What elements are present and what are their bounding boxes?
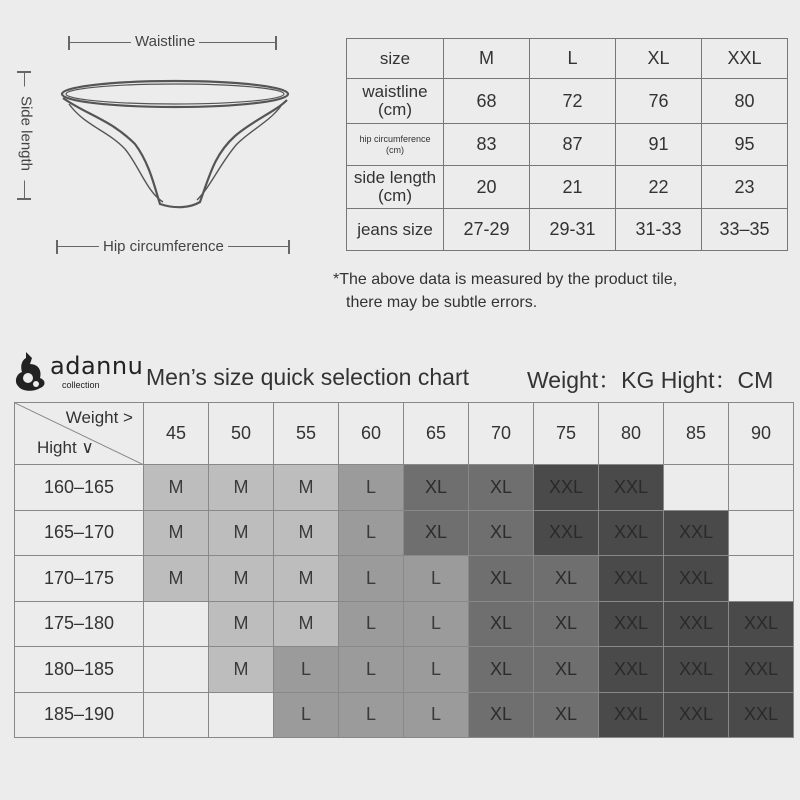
size-cell xyxy=(729,510,794,556)
row-label-text: hip circumference xyxy=(359,133,431,144)
table-cell: 22 xyxy=(616,166,702,209)
weight-header-cell: 80 xyxy=(599,403,664,465)
row-label xyxy=(347,124,444,166)
brand-logo xyxy=(12,348,144,394)
table-cell: 31-33 xyxy=(616,209,702,251)
row-label-unit: (cm) xyxy=(386,144,404,155)
row-label: jeans size xyxy=(347,209,444,251)
row-label-text: waistline xyxy=(362,82,428,101)
table-cell: 72 xyxy=(530,79,616,124)
height-range-cell: 170–175 xyxy=(15,556,144,602)
weight-axis-label: Weight > xyxy=(65,408,133,427)
size-cell: XXL xyxy=(534,465,599,511)
size-cell: L xyxy=(404,647,469,693)
table-cell: 20 xyxy=(444,166,530,209)
table-row xyxy=(15,465,794,511)
table-row xyxy=(15,510,794,556)
size-cell xyxy=(144,647,209,693)
size-header-label: size xyxy=(347,39,444,79)
table-cell: 27-29 xyxy=(444,209,530,251)
size-cell: L xyxy=(404,601,469,647)
size-cell: L xyxy=(339,647,404,693)
size-cell: M xyxy=(209,556,274,602)
weight-header-cell: 85 xyxy=(664,403,729,465)
height-range-cell: 165–170 xyxy=(15,510,144,556)
size-cell: L xyxy=(339,601,404,647)
weight-header-cell: 65 xyxy=(404,403,469,465)
weight-header-cell: 90 xyxy=(729,403,794,465)
size-cell: XL xyxy=(469,465,534,511)
table-row xyxy=(15,692,794,738)
weight-header-cell: 75 xyxy=(534,403,599,465)
table-cell: 91 xyxy=(616,124,702,166)
size-cell xyxy=(729,556,794,602)
size-header-l: L xyxy=(530,39,616,79)
note-line: there may be subtle errors. xyxy=(346,294,538,311)
weight-header-cell: 50 xyxy=(209,403,274,465)
size-cell: XL xyxy=(469,601,534,647)
height-range-cell: 185–190 xyxy=(15,692,144,738)
size-measurement-table xyxy=(346,38,788,251)
weight-header-cell: 70 xyxy=(469,403,534,465)
size-cell xyxy=(144,601,209,647)
size-cell: XL xyxy=(404,465,469,511)
size-cell: M xyxy=(144,510,209,556)
hip-circumference-label: Hip circumference xyxy=(99,238,228,255)
size-cell: XXL xyxy=(664,692,729,738)
size-cell: L xyxy=(339,465,404,511)
weight-header-cell: 55 xyxy=(274,403,339,465)
size-cell: XL xyxy=(404,510,469,556)
size-cell: L xyxy=(339,692,404,738)
size-cell: XXL xyxy=(664,556,729,602)
size-cell: XL xyxy=(534,647,599,693)
height-range-cell: 160–165 xyxy=(15,465,144,511)
size-cell: XXL xyxy=(664,510,729,556)
row-label-unit: (cm) xyxy=(378,186,412,205)
size-cell: XL xyxy=(469,510,534,556)
size-cell: M xyxy=(274,601,339,647)
size-cell: XXL xyxy=(599,692,664,738)
size-cell: M xyxy=(274,465,339,511)
table-cell: 33–35 xyxy=(702,209,788,251)
table-row xyxy=(347,124,788,166)
size-cell: XXL xyxy=(599,601,664,647)
measurement-note xyxy=(333,268,677,314)
table-row xyxy=(15,647,794,693)
size-cell: M xyxy=(274,556,339,602)
size-cell: XXL xyxy=(599,510,664,556)
row-label-text: side length xyxy=(353,168,437,187)
size-cell: XL xyxy=(469,692,534,738)
table-cell: 80 xyxy=(702,79,788,124)
size-header-xxl: XXL xyxy=(702,39,788,79)
size-cell: XXL xyxy=(729,692,794,738)
height-axis-label: Hight ∨ xyxy=(37,438,94,457)
table-row xyxy=(347,209,788,251)
size-cell xyxy=(664,465,729,511)
size-cell: XXL xyxy=(599,647,664,693)
corner-header-cell xyxy=(15,403,144,465)
briefs-outline-image xyxy=(55,74,295,214)
size-cell: XXL xyxy=(534,510,599,556)
size-cell: XL xyxy=(534,692,599,738)
table-row xyxy=(347,79,788,124)
size-cell: XXL xyxy=(729,601,794,647)
row-label-unit: (cm) xyxy=(378,100,412,119)
size-cell: XXL xyxy=(729,647,794,693)
height-range-cell: 180–185 xyxy=(15,647,144,693)
table-cell: 76 xyxy=(616,79,702,124)
size-header-m: M xyxy=(444,39,530,79)
table-cell: 21 xyxy=(530,166,616,209)
chart-title: Men’s size quick selection chart xyxy=(146,364,469,390)
size-cell: XXL xyxy=(664,647,729,693)
size-cell: XXL xyxy=(664,601,729,647)
height-range-cell: 175–180 xyxy=(15,601,144,647)
table-row xyxy=(15,556,794,602)
size-cell: M xyxy=(209,647,274,693)
size-header-xl: XL xyxy=(616,39,702,79)
size-cell: XXL xyxy=(599,465,664,511)
waistline-label: Waistline xyxy=(131,33,199,50)
weight-header-cell: 60 xyxy=(339,403,404,465)
brand-mascot-icon xyxy=(12,348,52,394)
side-length-label: Side length xyxy=(18,87,35,181)
table-cell: 23 xyxy=(702,166,788,209)
size-cell xyxy=(144,692,209,738)
size-cell: M xyxy=(144,465,209,511)
size-cell: L xyxy=(274,647,339,693)
size-cell: M xyxy=(209,510,274,556)
size-cell: L xyxy=(339,556,404,602)
units-label: Weight：KG Hight：CM xyxy=(527,367,774,393)
size-cell: L xyxy=(404,692,469,738)
size-cell: L xyxy=(339,510,404,556)
row-label xyxy=(347,166,444,209)
table-cell: 87 xyxy=(530,124,616,166)
size-cell: M xyxy=(274,510,339,556)
weight-header-cell: 45 xyxy=(144,403,209,465)
table-row xyxy=(347,166,788,209)
size-cell: M xyxy=(209,465,274,511)
size-quick-selection-table xyxy=(14,402,794,738)
table-cell: 83 xyxy=(444,124,530,166)
table-row xyxy=(15,601,794,647)
brand-subtitle: collection xyxy=(62,380,100,390)
size-cell: M xyxy=(144,556,209,602)
brand-name: adannu xyxy=(50,352,144,380)
note-line: *The above data is measured by the product tile, xyxy=(333,271,678,288)
size-cell: XL xyxy=(469,556,534,602)
size-cell: XL xyxy=(534,556,599,602)
table-cell: 95 xyxy=(702,124,788,166)
table-cell: 29-31 xyxy=(530,209,616,251)
size-cell: XXL xyxy=(599,556,664,602)
size-cell xyxy=(209,692,274,738)
size-cell: L xyxy=(274,692,339,738)
row-label xyxy=(347,79,444,124)
size-cell: XL xyxy=(469,647,534,693)
size-cell: M xyxy=(209,601,274,647)
table-cell: 68 xyxy=(444,79,530,124)
size-cell: XL xyxy=(534,601,599,647)
size-cell: L xyxy=(404,556,469,602)
size-cell xyxy=(729,465,794,511)
